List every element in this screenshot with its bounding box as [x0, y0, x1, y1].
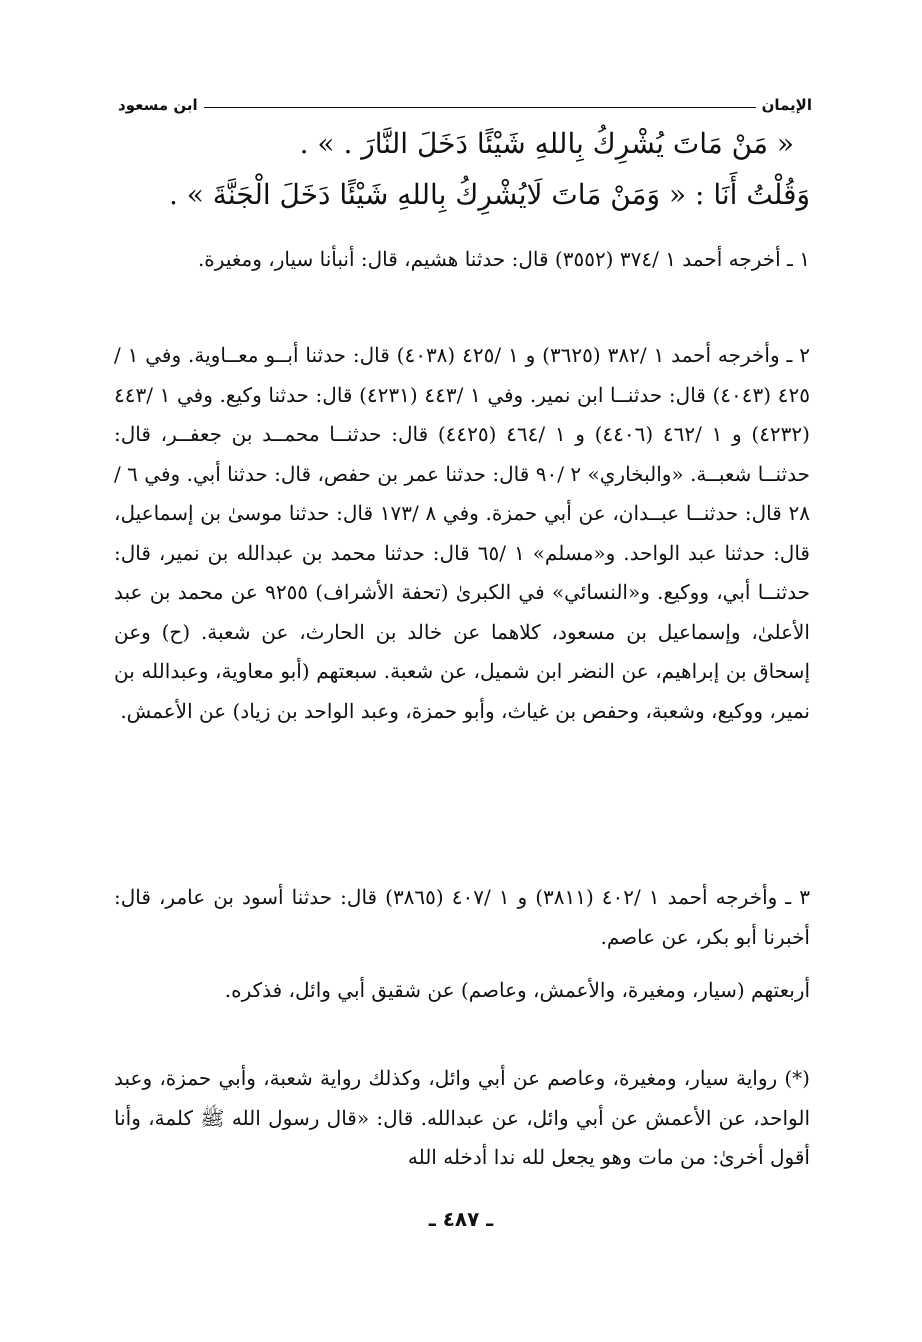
takhrij-paragraph-3: ٣ ـ وأخرجه أحمد ١ /٤٠٢ (٣٨١١) و ١ /٤٠٧ (٣٨٦٥) قال: حدثنا أسود بن عامر، قال: أخبرنا أبو بكر، عن عاصم. [114, 885, 810, 949]
book-title: ابن مسعود [118, 96, 198, 114]
chapter-title: الإيمان [761, 96, 812, 114]
summary-paragraph: أربعتهم (سيار، ومغيرة، والأعمش، وعاصم) عن شقيق أبي وائل، فذكره. [224, 978, 810, 1002]
running-header [118, 86, 812, 114]
page-number: ـ ٤٨٧ ـ [428, 1207, 494, 1231]
hadith-verse-1: « مَنْ مَاتَ يُشْرِكُ بِاللهِ شَيْئًا دَخَلَ النَّارَ . » . [299, 127, 794, 160]
hadith-verse-2: وَقُلْتُ أَنَا : « وَمَنْ مَاتَ لَايُشْرِكُ بِاللهِ شَيْئًا دَخَلَ الْجَنَّةَ » . [168, 178, 810, 211]
header-rule [204, 107, 756, 108]
takhrij-paragraph-1: ١ ـ أخرجه أحمد ١ /٣٧٤ (٣٥٥٢) قال: حدثنا هشيم، قال: أنبأنا سيار، ومغيرة. [197, 247, 810, 271]
takhrij-paragraph-2: ٢ ـ وأخرجه أحمد ١ /٣٨٢ (٣٦٢٥) و ١ /٤٢٥ (٤٠٣٨) قال: حدثنا أبــو معــاوية. وفي ١ /٤٢٥ (٤٠٤٣) قال: حدثنــا ابن نمير. وفي ١ /٤٤٣ (٤٢٣١) قال: حدثنا وكيع. وفي ١ /٤٤٣ (٤٢٣٢) و ١ /٤٦٢ (٤٤٠٦) و ١ /٤٦٤ (٤٤٢٥) قال: حدثنــا محمــد بن جعفــر، قال: حدثنــا شعبــة. «والبخاري» ٢ /٩٠ قال: حدثنا عمر بن حفص، قال: حدثنا أبي. وفي ٦ /٢٨ قال: حدثنــا عبــدان، عن أبي حمزة. وفي ٨ /١٧٣ قال: حدثنا موسىٰ بن إسماعيل، قال: حدثنا عبد الواحد. و«مسلم» ١ /٦٥ قال: حدثنا محمد بن عبدالله بن نمير، قال: حدثنــا أبي، ووكيع. و«النسائي» في الكبرىٰ (تحفة الأشراف) ٩٢٥٥ عن محمد بن عبد الأعلىٰ، وإسماعيل بن مسعود، كلاهما عن خالد بن الحارث، عن شعبة. (ح) وعن إسحاق بن إبراهيم، عن النضر ابن شميل، عن شعبة. سبعتهم (أبو معاوية، وعبدالله بن نمير، ووكيع، وشعبة، وحفص بن غياث، وأبو حمزة، وعبد الواحد بن زياد) عن الأعمش. [114, 343, 810, 723]
note-paragraph: (*) رواية سيار، ومغيرة، وعاصم عن أبي وائل، وكذلك رواية شعبة، وأبي حمزة، وعبد الواحد، عن الأعمش عن أبي وائل، عن عبدالله. قال: «قال رسول الله ﷺ كلمة، وأنا أقول أخرىٰ: من مات وهو يجعل لله ندا أدخله الله [114, 1066, 810, 1169]
